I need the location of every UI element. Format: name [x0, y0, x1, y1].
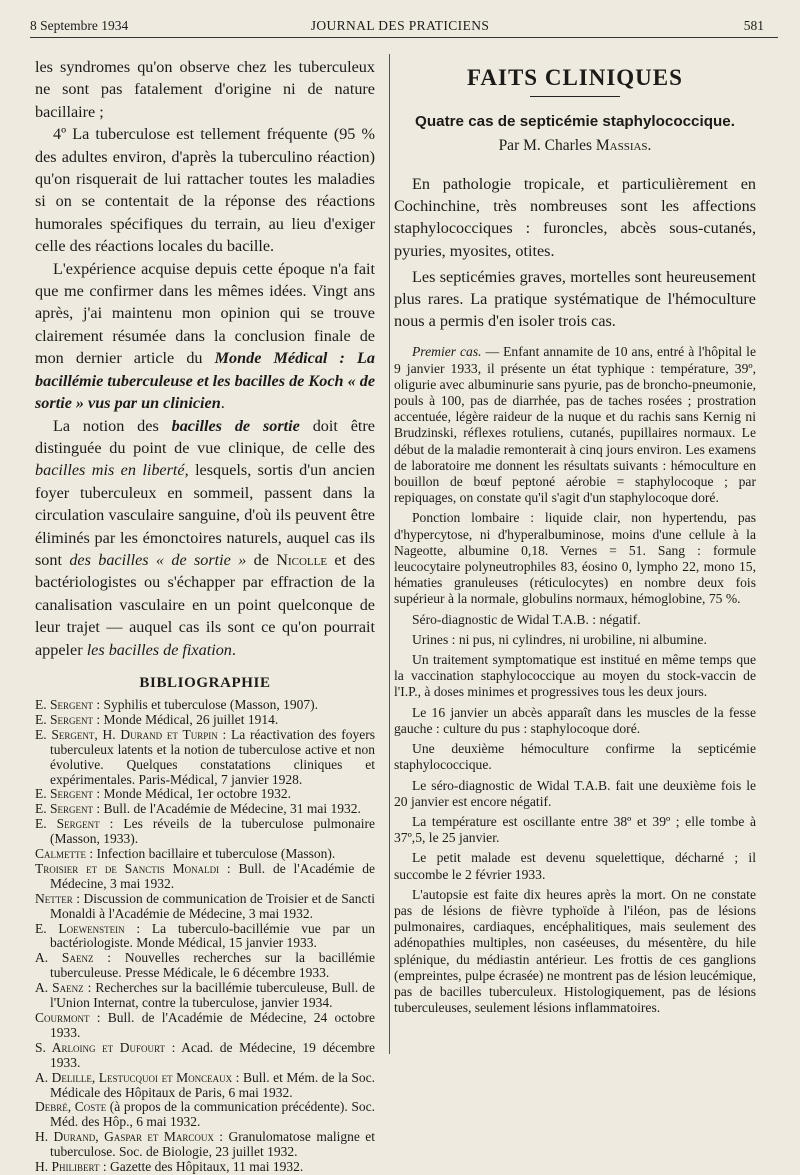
left-paragraph-3: [35, 258, 375, 415]
right-column: [394, 58, 756, 1016]
left-paragraph-1: les syndromes qu'on observe chez les tuberculeux ne sont pas fatalement d'origine ni de nature bacillaire ;: [35, 58, 375, 121]
bibliography-text: : Monde Médical, 26 juillet 1914.: [93, 711, 279, 727]
case-paragraph: L'autopsie est faite dix heures après la mort. On ne constate pas de lésions de fièvre typhoïde à l'iléon, pas de lésions pulmonaires, cardiaques, encéphalitiques, mais seulement des adénopathies multiples, non caséeuses, du mésentère, du hile splénique, du médiastin antérieur. Les frottis de ces ganglions (empreintes, pulpe écrasée) ne montrent pas de lésion leucémique, pas de bacilles tuberculeux. Histologiquement, pas de lésions tuberculeuses, seulement lésions inflammatoires.: [394, 886, 756, 1016]
bibliography-entry: [35, 922, 375, 952]
header-date: 8 Septembre 1934: [30, 18, 129, 33]
bibliography-entry: [35, 802, 375, 817]
bibliography-author: A. Delille, Lestucquoi et Monceaux: [35, 1069, 233, 1085]
text-run: — Enfant annamite de 10 ans, entré à l'hôpital le 9 janvier 1933, il présente un état typhique : température, 39º, oligurie avec albuminurie sans pyurie, pas de broncho-pneumonie, pouls à 100, pas de diarrhée, pas de taches rosées ; prostration accentuée, légère raideur de la nuque et du rachis sans Kernig ni Brudzinski, réflexes rotuliens, cutanés, pupillaires normaux. Le début de la maladie remonterait à cinq jours environ. Les examens de laboratoire me donnent les résultats suivants : hémoculture en bouillon de bœuf peptoné aérobie = staphylocoque ; par repiquages, on constate qu'il s'agit d'un staphylocoque doré.: [394, 344, 757, 506]
bibliography-text: : Nouvelles recherches sur la bacillémie tuberculeuse. Presse Médicale, le 6 décembre 1933.: [50, 950, 375, 981]
byline-author: Massias.: [595, 137, 652, 154]
bibliography-text: : Recherches sur la bacillémie tuberculeuse, Bull. de l'Union Internat, contre la tuberculose, janvier 1934.: [50, 980, 375, 1011]
bibliography-author: H. Durand, Gaspar et Marcoux: [35, 1129, 214, 1145]
text-run: doit être distinguée du point de vue clinique, de celle des: [35, 416, 375, 457]
bibliography-entry: [35, 817, 375, 847]
column-divider: [389, 54, 390, 1054]
bibliography-entry: [35, 1041, 375, 1071]
case-paragraph: Ponction lombaire : liquide clair, non hypertendu, pas d'hypercytose, ni d'hyperalbuminose, moins d'une cellule à la Nageotte, albumine 0,18. Vernes = 51. Sang : formule leucocytaire polyneutrophiles 83, éosino 0, lympho 22, mono 15, hématies granuleuses (réticulocytes) en nombre deux fois supérieur à la normale, globulins normaux, hémoglobine, 75 %.: [394, 510, 756, 607]
bibliography-entry: [35, 847, 375, 862]
bibliography-author: E. Sergent: [35, 816, 100, 832]
case-1-continuation: [394, 506, 756, 1016]
emphasis: bacilles mis en liberté,: [35, 461, 189, 480]
bibliography-author: S. Arloing et Dufourt: [35, 1039, 166, 1055]
case-1-paragraph: [394, 344, 756, 506]
bibliography-text: (à propos de la communication précédente). Soc. Méd. des Hôp., 6 mai 1932.: [50, 1099, 375, 1130]
header-journal-title: JOURNAL DES PRATICIENS: [310, 18, 490, 33]
bibliography-entry: [35, 1011, 375, 1041]
bibliography-entry: [35, 713, 375, 728]
case-paragraph: Le petit malade est devenu squelettique, décharné ; il succombe le 2 février 1933.: [394, 850, 756, 882]
byline-prefix: Par M. Charles: [498, 137, 596, 154]
text-run: et des bactériologistes ou s'échapper par effraction de la canalisation vasculaire en un point quelconque de leur trajet — auquel cas ils sont ce qu'on pourrait appeler: [35, 550, 376, 659]
bibliography-entry: [35, 892, 375, 922]
intro-paragraph-1: En pathologie tropicale, et particulièrement en Cochinchine, très nombreuses sont les affections staphylococciques : furoncles, abcès sous-cutanés, pyuries, myosites, otites.: [394, 175, 756, 260]
case-paragraph: Un traitement symptomatique est institué en même temps que la vaccination staphylococcique au moyen du stock-vaccin de l'I.P., à doses minimes et progressives tous les deux jours.: [394, 652, 756, 700]
case-paragraph: Le 16 janvier un abcès apparaît dans les muscles de la fesse gauche : culture du pus : staphylocoque doré.: [394, 704, 756, 736]
bibliography-author: Debré, Coste: [35, 1099, 107, 1115]
case-paragraph: Urines : ni pus, ni cylindres, ni urobiline, ni albumine.: [412, 631, 707, 647]
bibliography-text: : Discussion de communication de Troisier et de Sancti Monaldi à l'Académie de Médecine, 3 mai 1932.: [50, 890, 375, 921]
bibliography-entry: [35, 728, 375, 788]
case-paragraph: La température est oscillante entre 38º et 39º ; elle tombe à 37º,5, le 25 janvier.: [394, 813, 756, 846]
article-byline: [394, 135, 756, 157]
bibliography-text: : Gazette des Hôpitaux, 11 mai 1932.: [99, 1159, 304, 1175]
bibliography-entry: [35, 1071, 375, 1101]
text-run: La notion des: [53, 416, 172, 435]
bibliography-text: : Infection bacillaire et tuberculose (Masson).: [86, 846, 336, 862]
bibliography-author: E. Sergent: [35, 801, 93, 817]
bibliography-author: E. Loewenstein: [35, 920, 125, 936]
bibliography-entry: [35, 1100, 375, 1130]
bibliography-text: : Bull. de l'Académie de Médecine, 3 mai 1932.: [50, 860, 375, 891]
bibliography-author: A. Saenz: [35, 980, 84, 996]
bibliography-text: : Acad. de Médecine, 19 décembre 1933.: [50, 1039, 376, 1070]
bibliography-entry: [35, 981, 375, 1011]
header-page-number: 581: [743, 18, 764, 33]
case-1-label: Premier cas.: [412, 344, 482, 360]
text-run: .: [231, 640, 236, 659]
emphasis: bacilles de sortie: [171, 416, 300, 435]
text-run: lesquels, sortis d'un ancien foyer tuberculeux en sommeil, passent dans la circulation vasculaire sanguine, d'où ils peuvent être éliminés par les émonctoires naturels, auquel cas ils sont: [35, 461, 376, 569]
bibliography-text: : Bull. et Mém. de la Soc. Médicale des Hôpitaux de Paris, 6 mai 1932.: [50, 1069, 375, 1100]
bibliography-text: : La réactivation des foyers tuberculeux latents et la notion de tuberculose active et non évolutive. Quelques constatations cliniques et expérimentales. Paris-Médical, 7 janvier 1928.: [50, 726, 375, 787]
case-paragraph: Le séro-diagnostic de Widal T.A.B. fait une deuxième fois le 20 janvier est encore négatif.: [394, 777, 756, 809]
left-column: [35, 56, 375, 1175]
bibliography-author: Netter: [35, 890, 73, 906]
section-title: FAITS CLINIQUES: [467, 65, 683, 90]
article-reference: Monde Médical : La bacillémie tuberculeuse et les bacilles de Koch « de sortie » vus par un clinicien: [35, 349, 375, 413]
bibliography-entry: [35, 951, 375, 981]
bibliography-heading: BIBLIOGRAPHIE: [139, 674, 271, 691]
article-title: Quatre cas de septicémie staphylococcique.: [415, 113, 735, 130]
bibliography-text: : Granulomatose maligne et tuberculose. Soc. de Biologie, 23 juillet 1932.: [50, 1129, 375, 1160]
bibliography-entry: [35, 1160, 375, 1175]
left-paragraph-4: [35, 415, 375, 661]
bibliography-text: : Monde Médical, 1er octobre 1932.: [93, 786, 291, 802]
bibliography-author: A. Saenz: [35, 950, 94, 966]
bibliography-list: [35, 698, 375, 1175]
emphasis: les bacilles de fixation: [86, 640, 232, 659]
emphasis: des bacilles « de sortie »: [69, 550, 247, 569]
left-paragraph-2: 4º La tuberculose est tellement fréquente (95 % des adultes environ, d'après la tuberculino réaction) qu'on risquerait de lui rattacher toutes les maladies si on se contentait de la réponse des réactions humorales spécifiques du terrain, au lieu d'exiger celle des réactions locales du bacille.: [35, 125, 375, 256]
bibliography-author: E. Sergent: [35, 696, 93, 712]
bibliography-author: Calmette: [35, 846, 86, 862]
intro-paragraph-2: Les septicémies graves, mortelles sont heureusement plus rares. La pratique systématique de l'hémoculture nous a permis d'en isoler trois cas.: [394, 267, 756, 331]
case-paragraph: Séro-diagnostic de Widal T.A.B. : négatif.: [412, 611, 641, 627]
section-title-rule: [530, 96, 620, 97]
bibliography-author: H. Philibert: [35, 1159, 100, 1175]
bibliography-text: : Bull. de l'Académie de Médecine, 24 octobre 1933.: [50, 1010, 375, 1040]
case-paragraph: Une deuxième hémoculture confirme la septicémie staphylococcique.: [394, 741, 756, 773]
bibliography-entry: [35, 862, 375, 892]
bibliography-entry: [35, 787, 375, 802]
bibliography-text: : Bull. de l'Académie de Médecine, 31 mai 1932.: [93, 801, 361, 817]
bibliography-entry: [35, 1130, 375, 1160]
bibliography-author: Courmont: [35, 1010, 90, 1025]
header-rule: [30, 37, 778, 38]
bibliography-author: E. Sergent: [35, 786, 93, 802]
author-name: Nicolle: [276, 550, 328, 569]
text-run: de: [246, 550, 277, 569]
bibliography-author: Troisier et de Sanctis Monaldi: [35, 860, 220, 876]
bibliography-entry: [35, 698, 375, 713]
bibliography-author: E. Sergent: [35, 711, 93, 727]
text-run: .: [220, 394, 225, 413]
bibliography-text: : La tuberculo-bacillémie vue par un bactériologiste. Monde Médical, 15 janvier 1933.: [50, 920, 375, 951]
bibliography-text: : Les réveils de la tuberculose pulmonaire (Masson, 1933).: [50, 816, 376, 847]
text-run: L'expérience acquise depuis cette époque n'a fait que me confirmer dans les mêmes idées. Vingt ans après, j'ai maintenu mon opinion qui se trouve clairement résumée dans la conclusion finale de mon dernier article du: [35, 259, 375, 368]
bibliography-author: E. Sergent, H. Durand et Turpin: [35, 726, 218, 742]
bibliography-text: : Syphilis et tuberculose (Masson, 1907).: [93, 696, 318, 712]
